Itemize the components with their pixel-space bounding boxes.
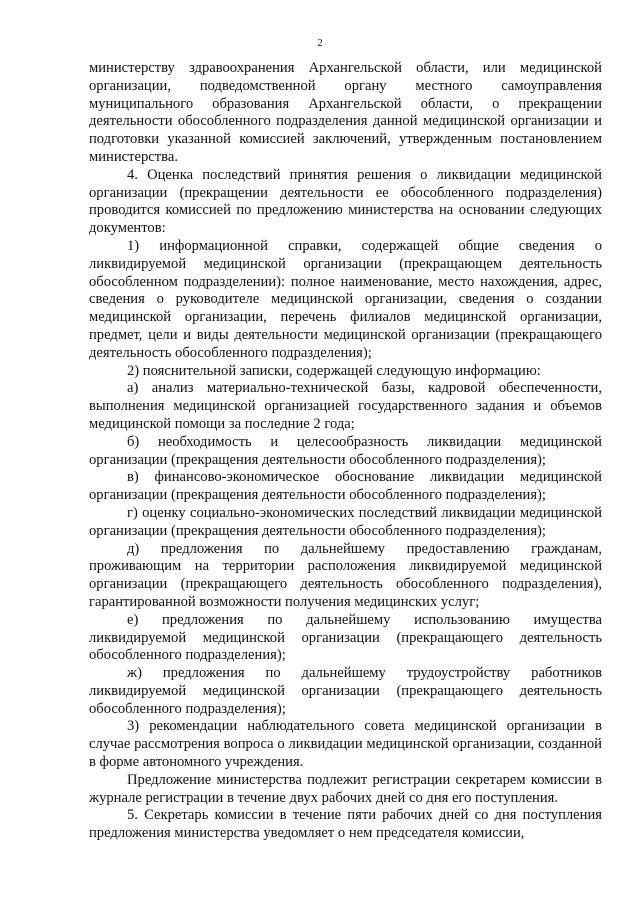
paragraph-item-5: 5. Секретарь комиссии в течение пяти рабочих дней со дня поступления предложения министерства уведомляет о нем председателя комиссии, bbox=[89, 807, 602, 842]
paragraph-subitem-d: д) предложения по дальнейшему предоставлению гражданам, проживающим на территории расположения ликвидируемой медицинской организации (прекращающего деятельность обособленного подразделения), гарантированной возможности получения медицинских услуг; bbox=[89, 540, 602, 610]
paragraph-subitem-zh: ж) предложения по дальнейшему трудоустройству работников ликвидируемой медицинской организации (прекращающего деятельность обособленного подразделения); bbox=[89, 665, 602, 717]
document-body bbox=[89, 60, 602, 843]
page-number: 2 bbox=[317, 37, 323, 49]
paragraph-subitem-b: б) необходимость и целесообразность ликвидации медицинской организации (прекращения деятельности обособленного подразделения); bbox=[89, 433, 602, 468]
paragraph-subitem-e: е) предложения по дальнейшему использованию имущества ликвидируемой медицинской организации (прекращающего деятельность обособленного подразделения); bbox=[89, 611, 602, 664]
paragraph-subitem-g: г) оценку социально-экономических последствий ликвидации медицинской организации (прекращения деятельности обособленного подразделения); bbox=[89, 504, 602, 539]
paragraph-subitem-v: в) финансово-экономическое обоснование ликвидации медицинской организации (прекращения деятельности обособленного подразделения); bbox=[89, 469, 602, 504]
paragraph-subitem-1: 1) информационной справки, содержащей общие сведения о ликвидируемой медицинской организации (прекращающем деятельность обособленном подразделении): полное наименование, место нахождения, адрес, сведения о руководителе медицинской организации, сведения о создании медицинской организации, перечень филиалов медицинской организации, предмет, цели и виды деятельности медицинской организации (прекращающего деятельность обособленного подразделения); bbox=[89, 237, 602, 361]
paragraph-subitem-a: а) анализ материально-технической базы, кадровой обеспеченности, выполнения медицинской организацией государственного задания и объемов медицинской помощи за последние 2 года; bbox=[89, 380, 602, 432]
paragraph-subitem-3: 3) рекомендации наблюдательного совета медицинской организации в случае рассмотрения вопроса о ликвидации медицинской организации, созданной в форме автономного учреждения. bbox=[89, 718, 602, 771]
paragraph-registration: Предложение министерства подлежит регистрации секретарем комиссии в журнале регистрации в течение двух рабочих дней со дня его поступления. bbox=[89, 771, 602, 806]
paragraph-item-4: 4. Оценка последствий принятия решения о ликвидации медицинской организации (прекращении деятельности ее обособленного подразделения) проводится комиссией по предложению министерства на основании следующих документов: bbox=[89, 166, 602, 237]
paragraph-continuation: министерству здравоохранения Архангельской области, или медицинской организации, подведомственной органу местного самоуправления муниципального образования Архангельской области, о прекращении деятельности обособленного подразделения данной медицинской организации и подготовки указанной комиссией заключений, утвержденным постановлением министерства. bbox=[89, 60, 602, 165]
paragraph-subitem-2: 2) пояснительной записки, содержащей следующую информацию: bbox=[127, 362, 541, 379]
